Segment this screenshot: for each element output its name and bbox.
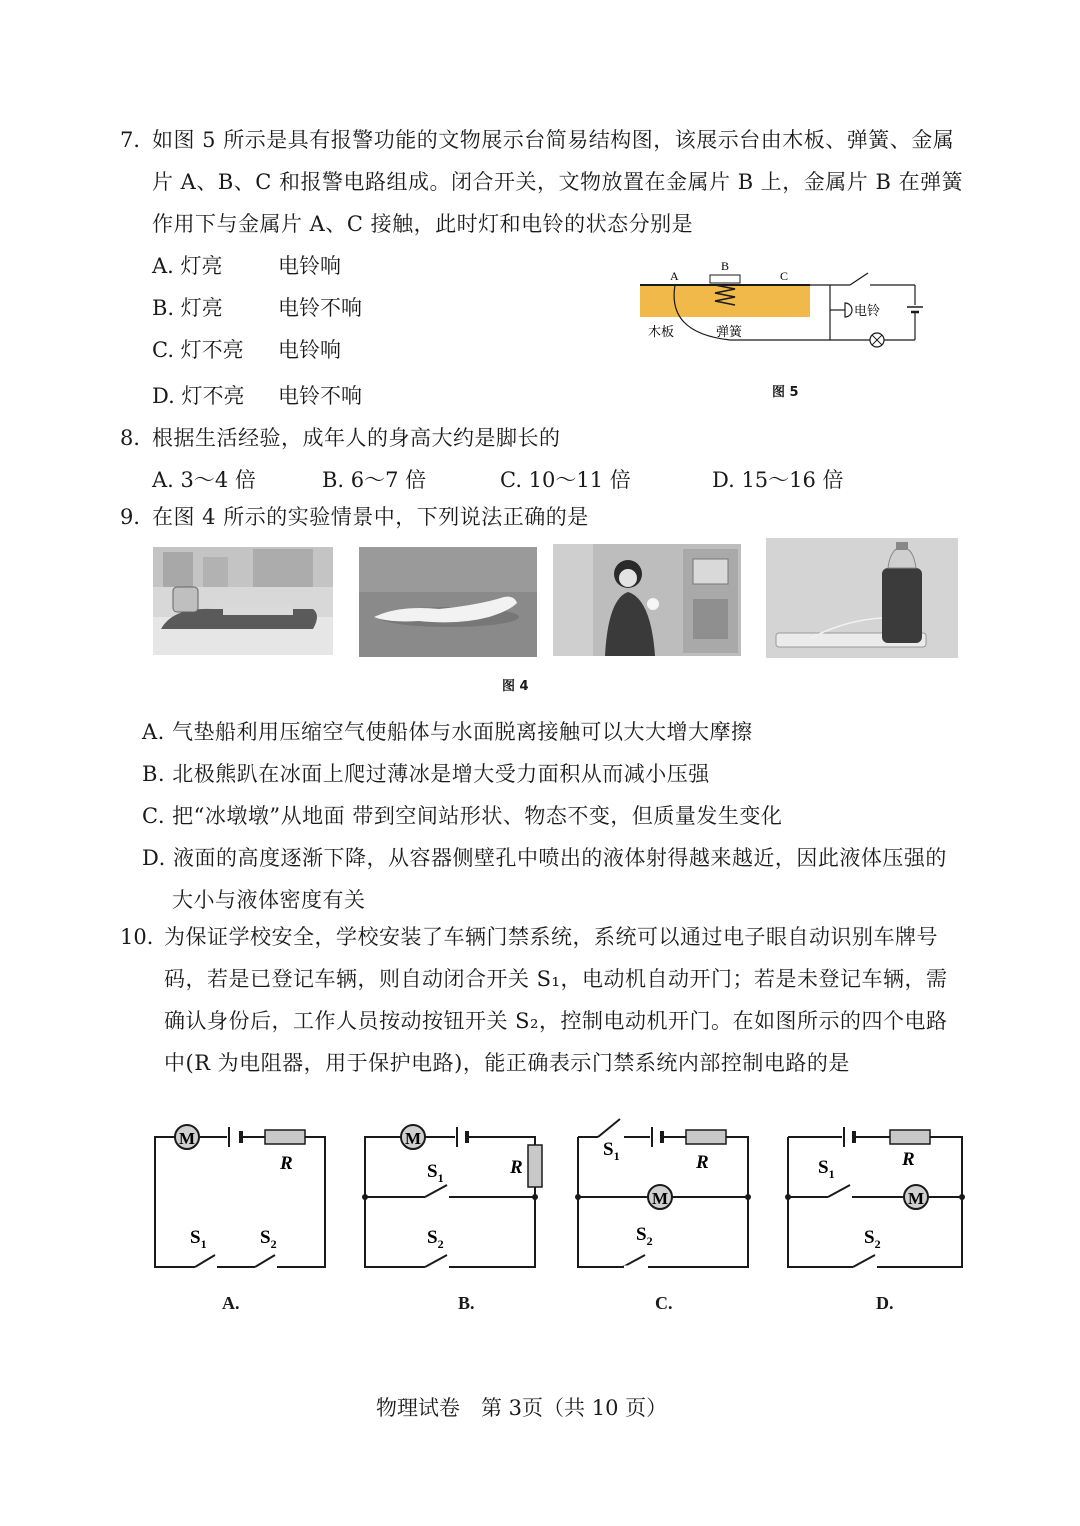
q8-option-d: D. 15～16 倍	[712, 468, 844, 492]
q8-option-a: A. 3～4 倍	[152, 468, 256, 492]
motor-label: M	[907, 1189, 925, 1208]
junction-left	[362, 1194, 368, 1200]
label-wood: 木板	[648, 324, 675, 339]
photo-polar-bear	[359, 547, 537, 657]
q7-stem-line-3: 作用下与金属片 A、C 接触，此时灯和电铃的状态分别是	[152, 212, 694, 236]
s1-label: $S_1$	[818, 1157, 835, 1181]
q9-number: 9．	[120, 505, 155, 529]
q9-option-b: B. 北极熊趴在冰面上爬过薄冰是增大受力面积从而减小压强	[142, 762, 710, 786]
q10-stem-line-2: 码，若是已登记车辆，则自动闭合开关 S₁，电动机自动开门；若是未登记车辆，需	[164, 967, 948, 991]
junction-right	[532, 1194, 538, 1200]
q9-option-d-continued: 大小与液体密度有关	[172, 888, 366, 912]
circuit-d-label: D.	[876, 1293, 894, 1313]
circuit-b-label: B.	[458, 1293, 475, 1313]
figure-5-display-stand-diagram	[630, 255, 930, 365]
resistor-icon	[528, 1145, 542, 1187]
q9-option-d: D. 液面的高度逐渐下降，从容器侧壁孔中喷出的液体射得越来越近，因此液体压强的	[142, 846, 947, 870]
label-a: A	[670, 269, 679, 283]
q8-stem: 根据生活经验，成年人的身高大约是脚长的	[152, 426, 561, 450]
q9-stem: 在图 4 所示的实验情景中，下列说法正确的是	[152, 505, 589, 529]
junction-right	[745, 1194, 751, 1200]
photo-space-station	[553, 544, 741, 656]
resistor-label: R	[696, 1152, 709, 1173]
circuit-a-label: A.	[222, 1293, 240, 1313]
s1-label: $S_1$	[427, 1161, 444, 1185]
q9-option-c: C. 把“冰墩墩”从地面 带到空间站形状、物态不变，但质量发生变化	[142, 804, 783, 828]
resistor-icon	[890, 1130, 930, 1144]
q10-number: 10．	[120, 925, 168, 949]
q9-option-a: A. 气垫船利用压缩空气使船体与水面脱离接触可以大大增大摩擦	[142, 720, 753, 744]
metal-plate-b	[710, 275, 740, 283]
s2-label: $S_2$	[427, 1227, 444, 1251]
figure-5-caption: 图 5	[772, 385, 799, 400]
q8-option-c: C. 10～11 倍	[500, 468, 631, 492]
q7-stem-line-1: 如图 5 所示是具有报警功能的文物展示台简易结构图，该展示台由木板、弹簧、金属	[152, 128, 955, 152]
resistor-label: R	[280, 1153, 293, 1174]
q7-option-a-label: A. 灯亮	[152, 254, 223, 278]
label-spring: 弹簧	[716, 324, 743, 339]
junction-left	[575, 1194, 581, 1200]
q7-option-a-text: 电铃响	[278, 254, 341, 278]
junction-right	[959, 1194, 965, 1200]
q7-option-b-text: 电铃不响	[278, 296, 362, 320]
bell-icon	[845, 303, 852, 317]
resistor-icon	[265, 1130, 305, 1144]
q7-option-d-text: 电铃不响	[278, 384, 362, 408]
s2-label: $S_2$	[636, 1224, 653, 1248]
circuit-b-diagram	[355, 1115, 550, 1280]
label-bell: 电铃	[854, 303, 881, 318]
s1-label: $S_1$	[190, 1227, 207, 1251]
s2-label: $S_2$	[864, 1227, 881, 1251]
motor-label: M	[178, 1129, 196, 1148]
q8-number: 8．	[120, 426, 155, 450]
q10-stem-line-3: 确认身份后，工作人员按动按钮开关 S₂，控制电动机开门。在如图所示的四个电路	[164, 1009, 948, 1033]
circuit-d-diagram	[778, 1115, 973, 1280]
motor-label: M	[651, 1189, 669, 1208]
label-b: B	[721, 259, 730, 273]
circuit-c-diagram	[568, 1105, 763, 1280]
q7-number: 7．	[120, 128, 155, 152]
figure-4-caption: 图 4	[502, 679, 529, 694]
q7-option-c-label: C. 灯不亮	[152, 338, 244, 362]
wood-board	[640, 285, 810, 317]
label-c: C	[780, 269, 789, 283]
q10-stem-line-1: 为保证学校安全，学校安装了车辆门禁系统，系统可以通过电子眼自动识别车牌号	[164, 925, 938, 949]
q8-option-b: B. 6～7 倍	[322, 468, 427, 492]
switch-lever	[850, 273, 868, 285]
photo-hovercraft	[153, 547, 333, 655]
page-footer: 物理试卷 第 3页（共 10 页）	[376, 1396, 668, 1420]
s1-label: $S_1$	[603, 1139, 620, 1163]
q7-option-c-text: 电铃响	[278, 338, 341, 362]
resistor-label: R	[510, 1157, 523, 1178]
junction-left	[785, 1194, 791, 1200]
resistor-label: R	[902, 1149, 915, 1170]
resistor-icon	[686, 1130, 726, 1144]
circuit-c-label: C.	[655, 1293, 673, 1313]
q10-stem-line-4: 中(R 为电阻器，用于保护电路)，能正确表示门禁系统内部控制电路的是	[164, 1051, 850, 1075]
circuit-a-diagram	[145, 1115, 335, 1280]
q7-option-b-label: B. 灯亮	[152, 296, 223, 320]
photo-bottle-experiment	[766, 538, 958, 658]
q7-stem-line-2: 片 A、B、C 和报警电路组成。闭合开关，文物放置在金属片 B 上，金属片 B 在弹簧	[152, 170, 964, 194]
q7-option-d-label: D. 灯不亮	[152, 384, 245, 408]
motor-label: M	[404, 1129, 422, 1148]
s2-label: $S_2$	[260, 1227, 277, 1251]
